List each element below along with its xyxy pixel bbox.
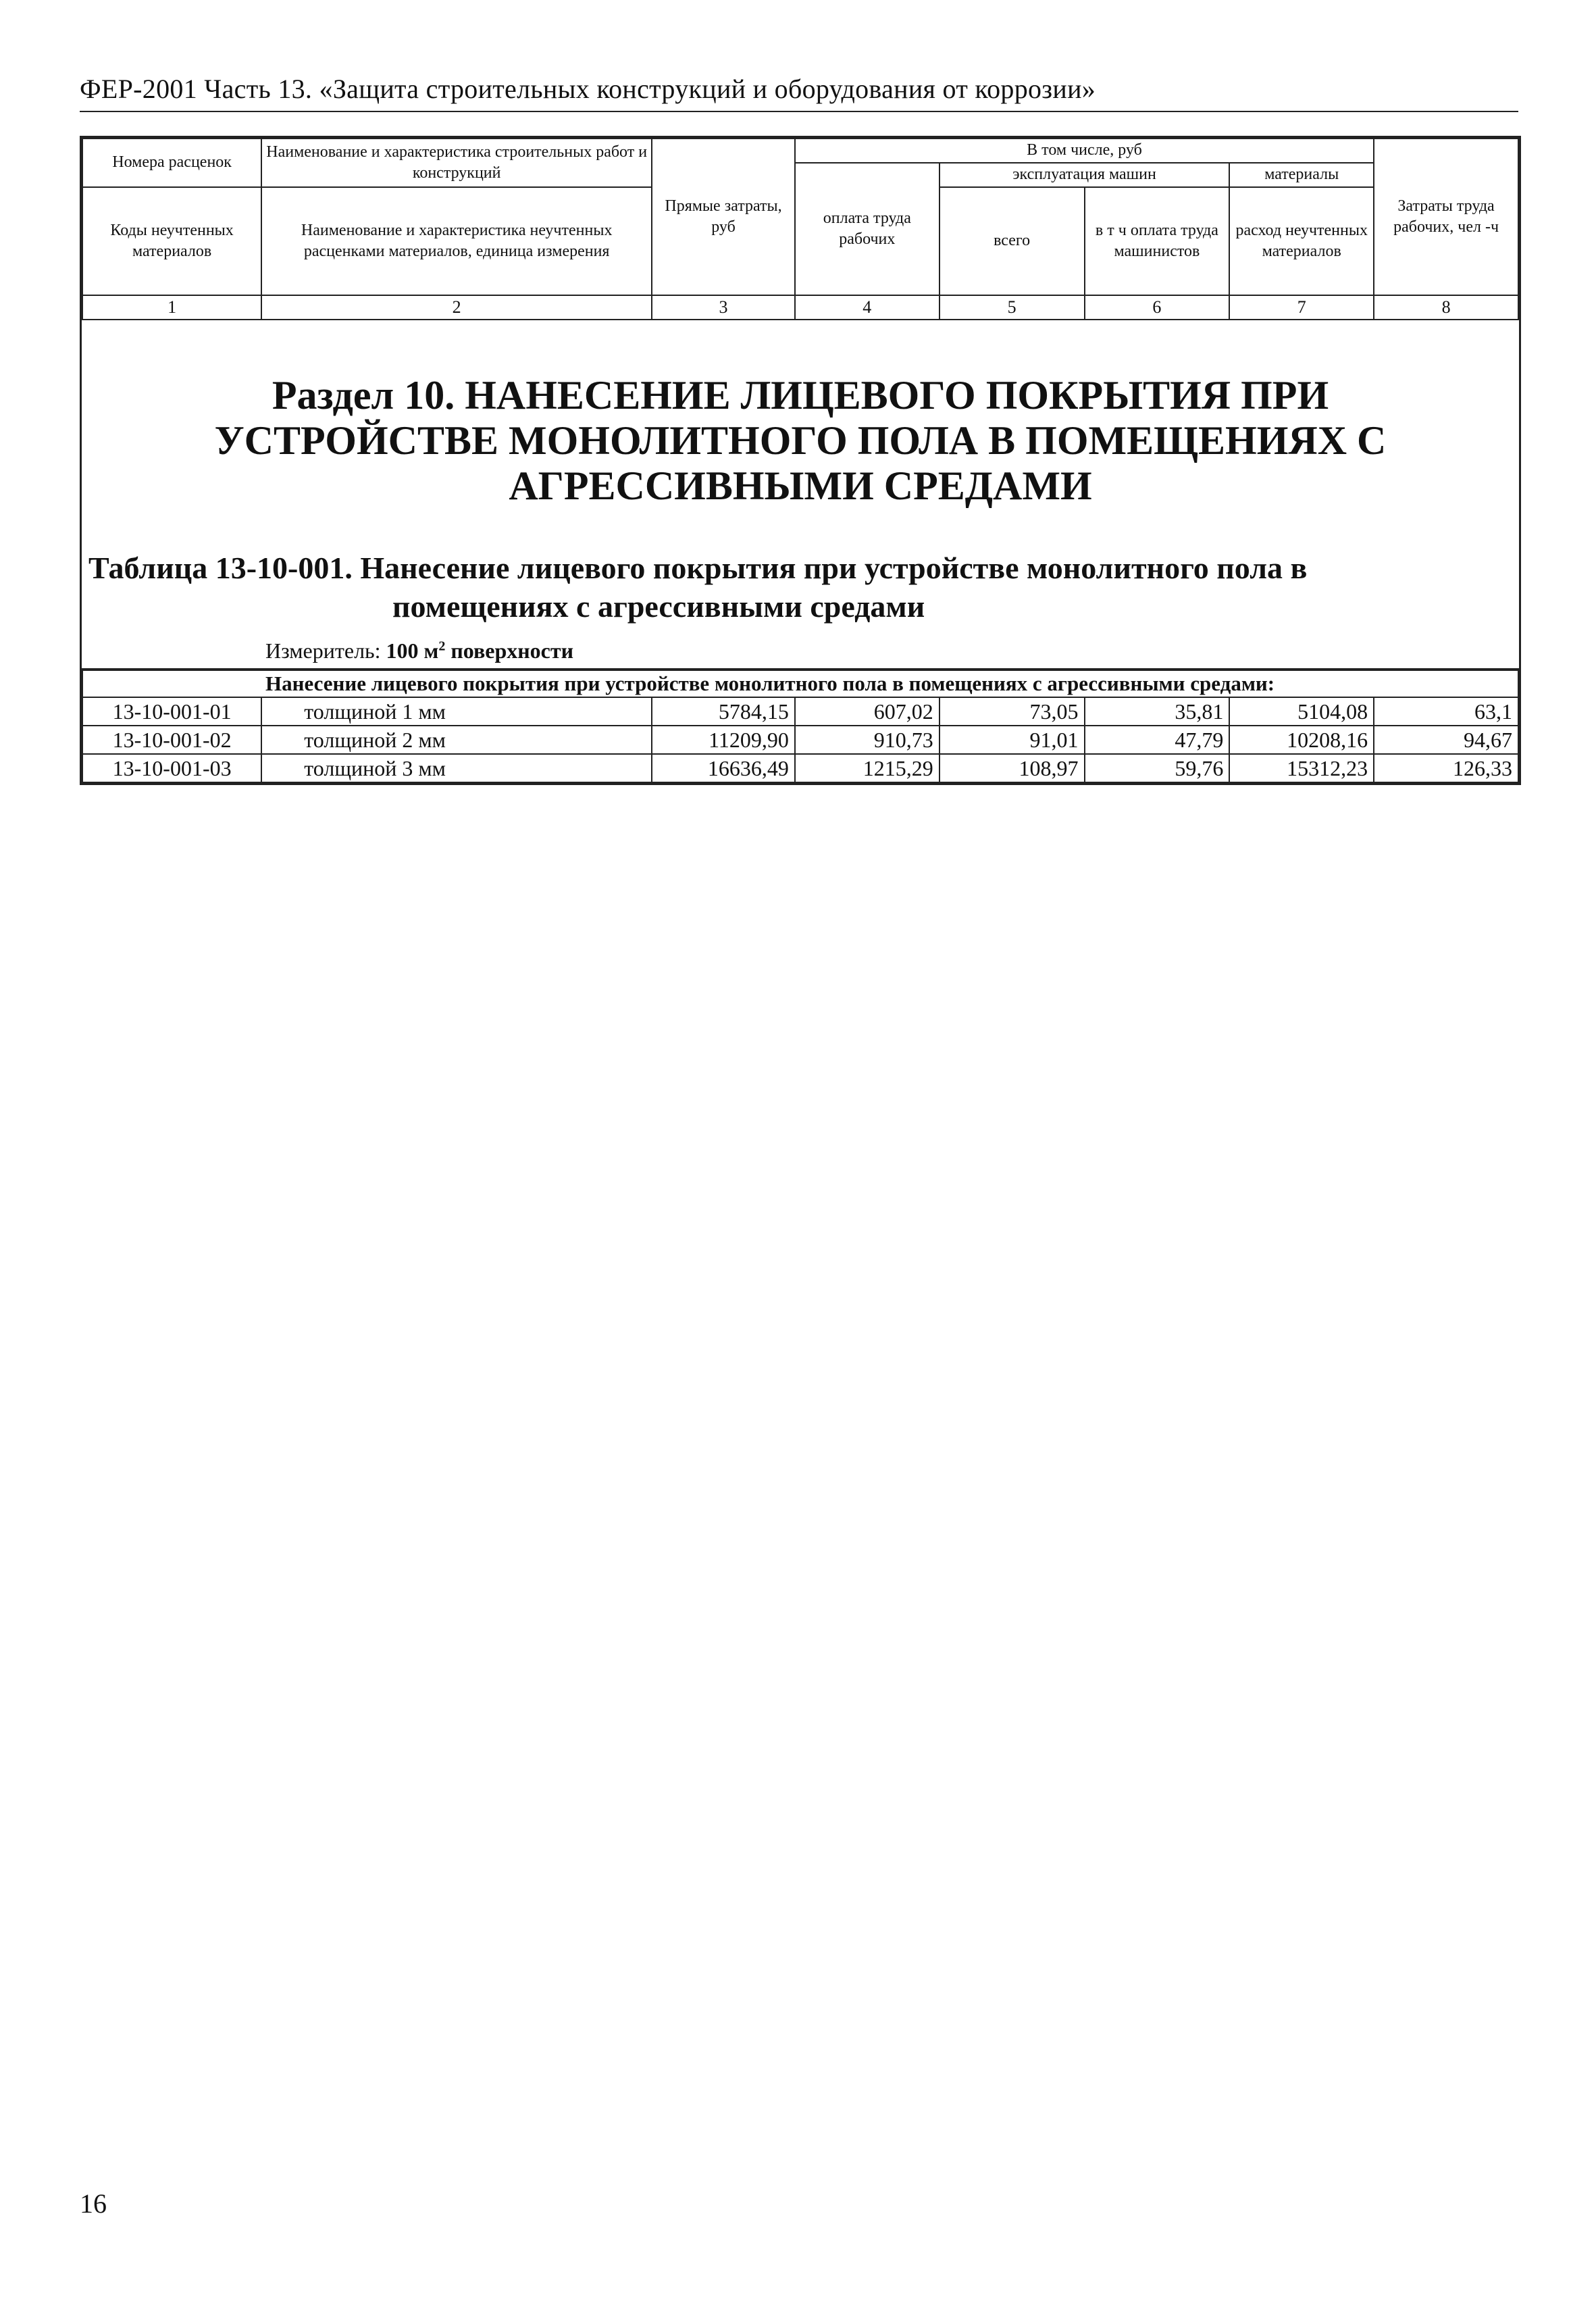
header-materials-consumption: расход неучтенных материалов <box>1229 187 1374 295</box>
rate-code: 13-10-001-01 <box>82 697 261 726</box>
table-title-line2: помещениях с агрессивными средами <box>392 589 925 624</box>
page-header: ФЕР-2001 Часть 13. «Защита строительных конструкций и оборудования от коррозии» <box>80 74 1096 104</box>
labor-pay: 607,02 <box>795 697 939 726</box>
table-row <box>82 697 1518 726</box>
materials-consumption: 15312,23 <box>1229 754 1374 782</box>
direct-costs: 16636,49 <box>652 754 795 782</box>
header-including-group: В том числе, руб <box>795 139 1374 163</box>
table-row <box>82 754 1518 782</box>
table-title-line1: Таблица 13-10-001. Нанесение лицевого покрытия при устройстве монолитного пола в <box>88 550 1308 585</box>
rate-code: 13-10-001-02 <box>82 726 261 754</box>
column-number-row <box>82 295 1518 320</box>
materials-consumption: 10208,16 <box>1229 726 1374 754</box>
column-number: 8 <box>1374 295 1518 320</box>
header-machinists-pay: в т ч оплата труда машинистов <box>1085 187 1230 295</box>
work-name: толщиной 3 мм <box>261 754 652 782</box>
machines-total: 73,05 <box>939 697 1085 726</box>
data-table <box>82 670 1519 783</box>
machinists-pay: 35,81 <box>1085 697 1230 726</box>
labor-pay: 910,73 <box>795 726 939 754</box>
meter-sup: 2 <box>438 638 446 653</box>
rate-code: 13-10-001-03 <box>82 754 261 782</box>
header-direct-costs: Прямые затраты, руб <box>652 139 795 295</box>
page-number: 16 <box>80 2188 107 2219</box>
meter-label: Измеритель: <box>265 638 381 663</box>
labor-pay: 1215,29 <box>795 754 939 782</box>
section-title: Раздел 10. НАНЕСЕНИЕ ЛИЦЕВОГО ПОКРЫТИЯ ПРИ УСТРОЙСТВЕ МОНОЛИТНОГО ПОЛА В ПОМЕЩЕНИЯХ С АГРЕССИВНЫМИ СРЕДАМИ <box>214 373 1387 509</box>
header-material-names: Наименование и характеристика неучтенных расценками материалов, единица измерения <box>261 187 652 295</box>
materials-consumption: 5104,08 <box>1229 697 1374 726</box>
column-number: 5 <box>939 295 1085 320</box>
labor-hours: 126,33 <box>1374 754 1518 782</box>
labor-hours: 63,1 <box>1374 697 1518 726</box>
machines-total: 91,01 <box>939 726 1085 754</box>
meter-line <box>82 626 1519 668</box>
work-name: толщиной 1 мм <box>261 697 652 726</box>
section-box <box>82 320 1519 670</box>
column-header-table <box>82 138 1519 320</box>
header-labor-pay: оплата труда рабочих <box>795 163 939 295</box>
rates-table-frame <box>80 136 1521 785</box>
machines-total: 108,97 <box>939 754 1085 782</box>
header-machines-total: всего <box>939 187 1085 295</box>
column-number: 7 <box>1229 295 1374 320</box>
header-materials-group: материалы <box>1229 163 1374 187</box>
column-number: 1 <box>82 295 261 320</box>
table-row <box>82 726 1518 754</box>
machinists-pay: 47,79 <box>1085 726 1230 754</box>
direct-costs: 5784,15 <box>652 697 795 726</box>
header-labor-hours: Затраты труда рабочих, чел -ч <box>1374 139 1518 295</box>
work-name: толщиной 2 мм <box>261 726 652 754</box>
column-number: 4 <box>795 295 939 320</box>
header-work-name: Наименование и характеристика строительных работ и конструкций <box>261 139 652 187</box>
header-machines-group: эксплуатация машин <box>939 163 1230 187</box>
header-material-codes: Коды неучтенных материалов <box>82 187 261 295</box>
table-title <box>82 509 1519 626</box>
group-heading-row <box>82 670 1518 697</box>
direct-costs: 11209,90 <box>652 726 795 754</box>
meter-unit: поверхности <box>451 638 574 663</box>
meter-value: 100 м <box>386 638 439 663</box>
header-rule <box>80 111 1518 112</box>
column-number: 6 <box>1085 295 1230 320</box>
group-heading: Нанесение лицевого покрытия при устройстве монолитного пола в помещениях с агрессивными средами: <box>82 670 1518 697</box>
labor-hours: 94,67 <box>1374 726 1518 754</box>
column-number: 3 <box>652 295 795 320</box>
machinists-pay: 59,76 <box>1085 754 1230 782</box>
column-number: 2 <box>261 295 652 320</box>
header-rate-numbers: Номера расценок <box>82 139 261 187</box>
